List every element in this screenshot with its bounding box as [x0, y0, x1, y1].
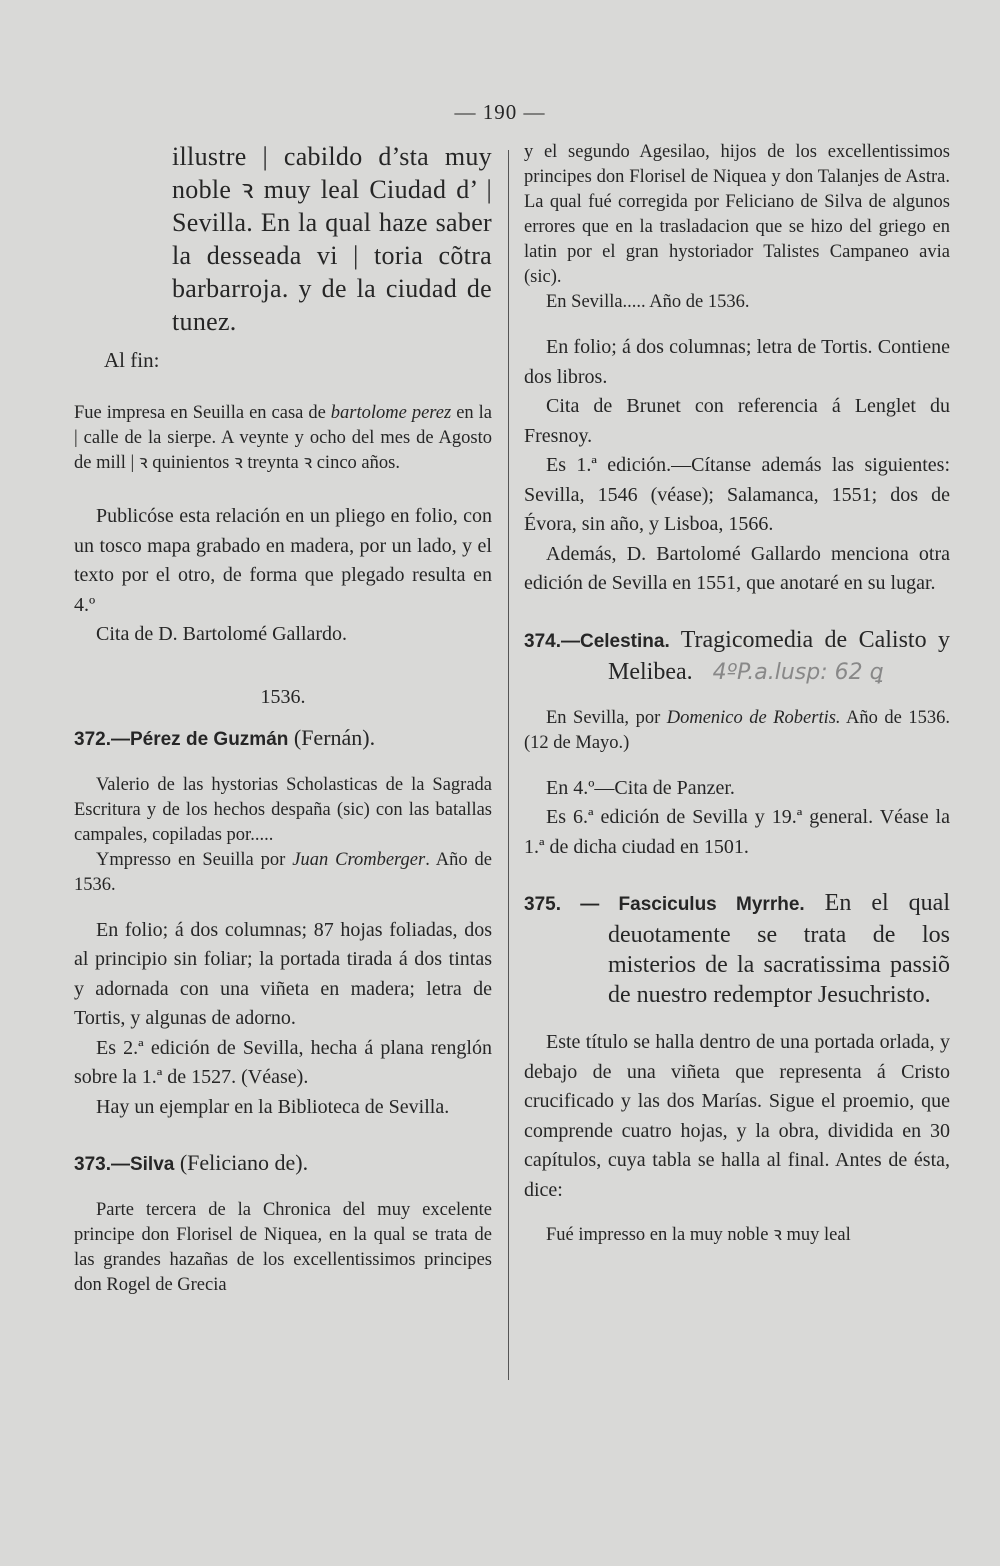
pencil-shelfmark: 4ºP.a.lusp: 62 ꝗ: [712, 659, 884, 685]
left-column: [74, 140, 492, 1298]
entry-373-editions: Es 1.ª edición.—Cítanse además las siguientes: Sevilla, 1546 (véase); Salamanca, 1551; dos de Évora, sin año, y Lisboa, 1566.: [524, 454, 950, 535]
right-column: [524, 140, 950, 1248]
entry-373-description: En folio; á dos columnas; letra de Tortis. Contiene dos libros.: [524, 336, 950, 388]
entry-374-edition: Es 6.ª edición de Sevilla y 19.ª general. Véase la 1.ª de dicha ciudad en 1501.: [524, 806, 950, 858]
entry-375-number: 375. — Fasciculus Myrrhe.: [524, 894, 805, 915]
entry-375-description: Este título se halla dentro de una portada orlada, y debajo de una viñeta que representa á Cristo crucificado y las dos Marías. Sigue el proemio, que comprende cuatro hojas, y la obra, dividida en 30 capítulos, cuya tabla se halla al final. Antes de ésta, dice:: [524, 1031, 950, 1201]
entry-375-heading: 375. — Fasciculus Myrrhe. En el qual deuotamente se trata de los misterios de la sacratissima passiõ de nuestro redemptor Jesuchristo.: [524, 890, 950, 1008]
entry-374-citation: En 4.º—Cita de Panzer.: [546, 776, 735, 799]
entry-372-heading: 372.—Pérez de Guzmán (Fernán).: [74, 724, 376, 750]
entry-373-citation: Cita de Brunet con referencia á Lenglet du Fresnoy.: [524, 395, 950, 447]
entry-373-gallardo: Además, D. Bartolomé Gallardo menciona otra edición de Sevilla en 1551, que anotaré en su lugar.: [524, 542, 950, 594]
entry-373-title: Parte tercera de la Chronica del muy excelente principe don Florisel de Niquea, en la qual se trata de las grandes hazañas de los excellentissimos principes don Rogel de Grecia: [74, 1200, 492, 1295]
entry-372-number: 372.—Pérez de Guzmán: [74, 728, 289, 750]
entry-374-number: 374.—Celestina.: [524, 630, 670, 652]
entry-372-title: Valerio de las hystorias Scholasticas de la Sagrada Escritura y de los hechos despaña (sic) con las batallas campales, copiladas por.....: [74, 774, 492, 845]
entry-374-heading: 374.—Celestina. Tragicomedia de Calisto y Melibea. 4ºP.a.lusp: 62 ꝗ: [524, 626, 950, 685]
year-heading: 1536.: [260, 685, 306, 708]
paragraph-publicose: Publicóse esta relación en un pliego en folio, con un tosco mapa grabado en madera, por un lado, y el texto por el otro, de forma que plegado resulta en 4.º: [74, 505, 492, 616]
entry-title-continuation: illustre | cabildo d’sta muy noble ꝛ muy leal Ciudad d’ | Sevilla. En la qual haze saber la desseada vi | toria cõtra barbarroja. y de la ciudad de tunez.: [172, 142, 492, 336]
al-fin-label: Al fin:: [104, 348, 160, 372]
page-number: — 190 —: [454, 100, 546, 124]
entry-373-number: 373.—Silva: [74, 1154, 175, 1175]
entry-372-imprint: Ympresso en Seuilla por Juan Cromberger. Año de 1536.: [74, 849, 492, 895]
paragraph-cita: Cita de D. Bartolomé Gallardo.: [96, 623, 348, 645]
entry-372-description: En folio; á dos columnas; 87 hojas foliadas, dos al principio sin foliar; la portada tirada á dos tintas y adornada con una viñeta en madera; letra de Tortis, y algunas de adorno.: [74, 918, 492, 1029]
entry-374-imprint: En Sevilla, por Domenico de Robertis. Año de 1536. (12 de Mayo.): [524, 707, 950, 753]
column-divider: [508, 150, 509, 1380]
entry-373-title-continuation: y el segundo Agesilao, hijos de los excellentissimos principes don Florisel de Niquea y don Talanjes de Astra. La qual fué corregida por Feliciano de Silva de algunos errores que en la trasladacion que se hizo del griego en latin por el gran hystoriador Talistes Campaneo avia (sic).: [524, 142, 950, 287]
entry-373-imprint: En Sevilla..... Año de 1536.: [546, 292, 750, 312]
entry-372-edition: Es 2.ª edición de Sevilla, hecha á plana renglón sobre la 1.ª de 1527. (Véase).: [74, 1036, 492, 1088]
printer-name: bartolome perez: [330, 403, 452, 423]
colophon: Fue impresa en Seuilla en casa de bartolome perez en la | calle de la sierpe. A veynte y ocho del mes de Agosto de mill | ꝛ quinientos ꝛ treynta ꝛ cinco años.: [74, 403, 492, 473]
entry-373-heading: 373.—Silva (Feliciano de).: [74, 1150, 309, 1175]
entry-372-copy: Hay un ejemplar en la Biblioteca de Sevilla.: [96, 1095, 450, 1118]
entry-375-colophon-start: Fué impresso en la muy noble ꝛ muy leal: [546, 1225, 851, 1245]
